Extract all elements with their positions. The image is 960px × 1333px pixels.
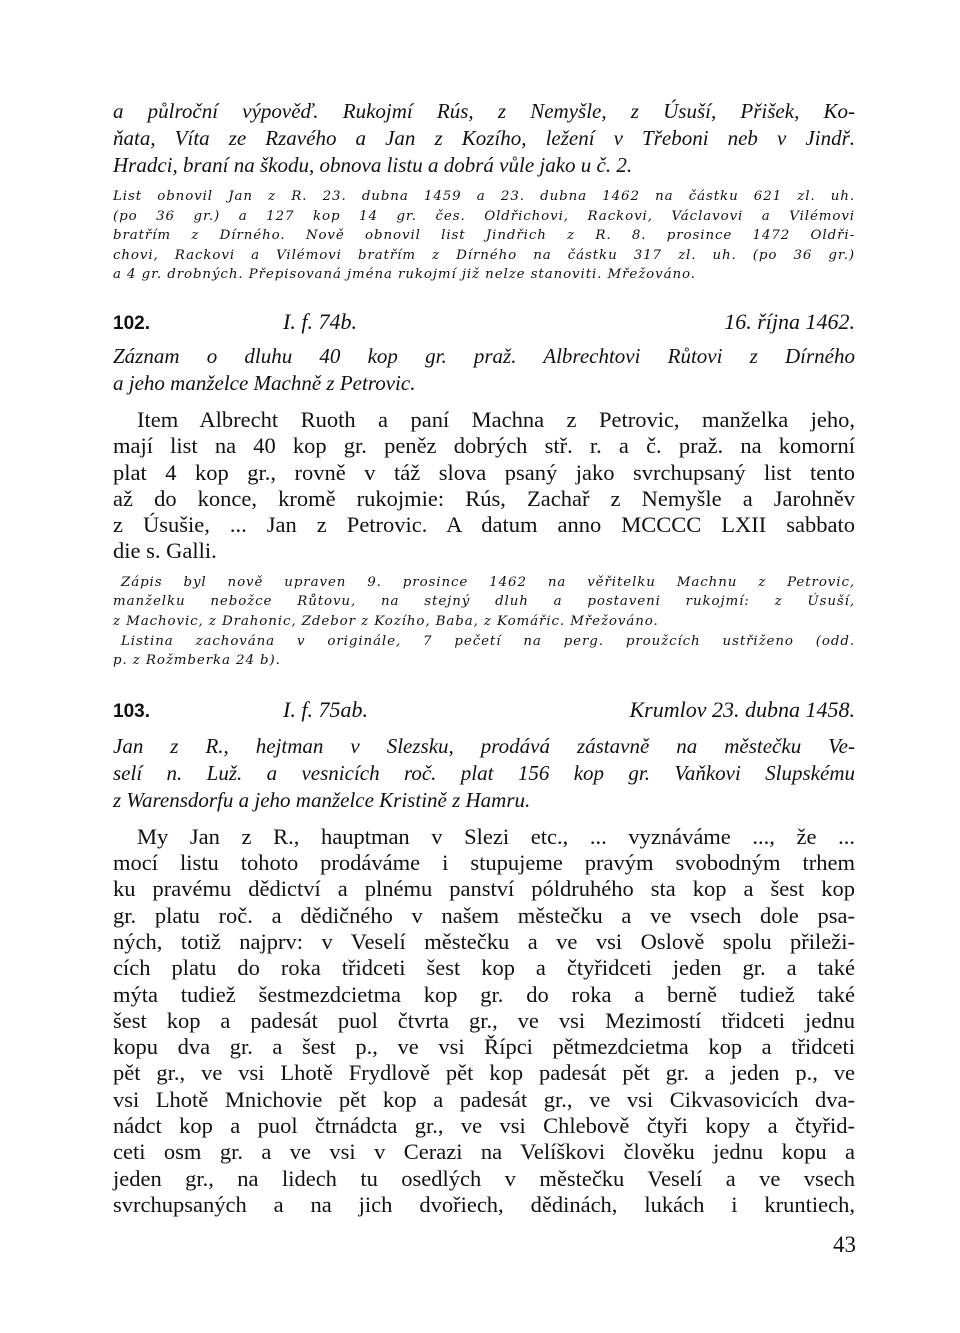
entry-folio-ref: I. f. 75ab. (283, 696, 368, 722)
top-lead (113, 98, 855, 179)
entry-folio-ref: I. f. 74b. (283, 308, 357, 334)
entry-102-note-original (113, 632, 855, 671)
text-line: ných, totiž najprv: v Veselí městečku a ve vsi Oslově spolu přileži- (113, 928, 855, 954)
entry-number: 102. (113, 312, 150, 334)
summary-line: Jan z R., hejtman v Slezsku, prodává zástavně na městečku Ve- (113, 733, 855, 758)
summary-line: z Warensdorfu a jeho manželce Kristině z Hamru. (113, 787, 531, 812)
note-line: Listina zachována v originále, 7 pečetí na perg. proužcích ustřiženo (odd. (121, 633, 855, 649)
note-line: chovi, Rackovi a Vilémovi bratřím z Dírného na částku 317 zl. uh. (po 36 gr.) (113, 247, 855, 263)
text-line: plat 4 kop gr., rovně v táž slova psaný jako svrchupsaný list tento (113, 459, 855, 485)
note-line: (po 36 gr.) a 127 kop 14 gr. čes. Oldřichovi, Rackovi, Václavovi a Vilémovi (113, 208, 855, 224)
text-line: cích platu do roka třidceti šest kop a čtyřidceti jeden gr. a také (113, 955, 855, 981)
lead-line: ňata, Víta ze Rzavého a Jan z Kozího, ležení v Třeboni neb v Jindř. (113, 126, 855, 150)
top-note (113, 187, 855, 285)
summary-line: a jeho manželce Machně z Petrovic. (113, 370, 416, 395)
text-line: svrchupsaných a na jich dvořiech, dědinách, lukách i kruntiech, (113, 1191, 855, 1217)
note-line: manželku nebožce Růtovu, na stejný dluh a postaveni rukojmí: z Úsuší, (113, 594, 855, 610)
note-line: Zápis byl nově upraven 9. prosince 1462 na věřitelku Machnu z Petrovic, (121, 574, 855, 590)
text-line: die s. Galli. (113, 538, 217, 564)
text-line: Item Albrecht Ruoth a paní Machna z Petrovic, manželka jeho, (137, 406, 855, 432)
summary-line: selí n. Luž. a vesnicích roč. plat 156 kop gr. Vaňkovi Slupskému (113, 760, 855, 785)
note-line: List obnovil Jan z R. 23. dubna 1459 a 23. dubna 1462 na částku 621 zl. uh. (113, 189, 855, 204)
entry-102-summary (113, 343, 855, 397)
text-line: až do konce, kromě rukojmie: Rús, Zachař z Nemyšle a Jarohněv (113, 485, 855, 511)
note-line: a 4 gr. drobných. Přepisovaná jména rukojmí již nelze stanoviti. Mřežováno. (113, 267, 696, 283)
text-line: pět gr., ve vsi Lhotě Frydlově pět kop padesát pět gr. a jeden p., ve (113, 1060, 855, 1086)
text-line: z Úsušie, ... Jan z Petrovic. A datum anno MCCCC LXII sabbato (113, 512, 855, 538)
entry-date: Krumlov 23. dubna 1458. (629, 696, 855, 722)
entry-103-header (113, 697, 855, 727)
page-content (113, 98, 855, 1218)
entry-number: 103. (113, 700, 150, 722)
entry-103-text (113, 824, 855, 1218)
text-line: ku pravému dědictví a plnému panství póldruhého sta kop a šest kop (113, 876, 855, 902)
page-number: 43 (833, 1232, 856, 1257)
text-line: mají list na 40 kop gr. peněz dobrých stř. r. a č. praž. na komorní (113, 433, 855, 459)
text-line: mocí listu tohoto prodáváme i stupujeme pravým svobodným trhem (113, 850, 855, 876)
entry-102-text (113, 407, 855, 565)
text-line: My Jan z R., hauptman v Slezi etc., ... vyznáváme ..., že ... (137, 823, 855, 849)
text-line: gr. platu roč. a dědičného v našem městečku a ve vsech dole psa- (113, 902, 855, 928)
text-line: kopu dva gr. a šest p., ve vsi Řípci pětmezdcietma kop a třidceti (113, 1034, 855, 1060)
text-line: šest kop a padesát puol čtvrta gr., ve vsi Mezimostí třidceti jednu (113, 1007, 855, 1033)
text-line: vsi Lhotě Mnichovie pět kop a padesát gr., ve vsi Cikvasovicích dva- (113, 1086, 855, 1112)
entry-date: 16. října 1462. (724, 308, 855, 334)
note-line: p. z Rožmberka 24 b). (113, 653, 281, 669)
lead-line: Hradci, braní na škodu, obnova listu a dobrá vůle jako u č. 2. (113, 153, 633, 177)
entry-102-header (113, 309, 855, 339)
text-line: nádct kop a puol čtrnádcta gr., ve vsi Chlebově čtyři kopy a čtyřid- (113, 1112, 855, 1138)
note-line: bratřím z Dírného. Nově obnovil list Jindřich z R. 8. prosince 1472 Oldři- (113, 228, 855, 244)
text-line: ceti osm gr. a ve vsi v Cerazi na Velíškovi člověku jednu kopu a (113, 1139, 855, 1165)
summary-line: Záznam o dluhu 40 kop gr. praž. Albrechtovi Růtovi z Dírného (113, 343, 855, 368)
text-line: jeden gr., na lidech tu osedlých v městečku Veselí a ve vsech (113, 1165, 855, 1191)
entry-103-summary (113, 733, 855, 814)
entry-102-note (113, 573, 855, 632)
note-line: z Machovic, z Drahonic, Zdebor z Kozího, Baba, z Komářic. Mřežováno. (113, 613, 659, 629)
text-line: mýta tudiež šestmezdcietma kop gr. do roka a berně tudiež také (113, 981, 855, 1007)
lead-line: a půlroční výpověď. Rukojmí Rús, z Nemyšle, z Úsuší, Přišek, Ko- (113, 99, 855, 123)
